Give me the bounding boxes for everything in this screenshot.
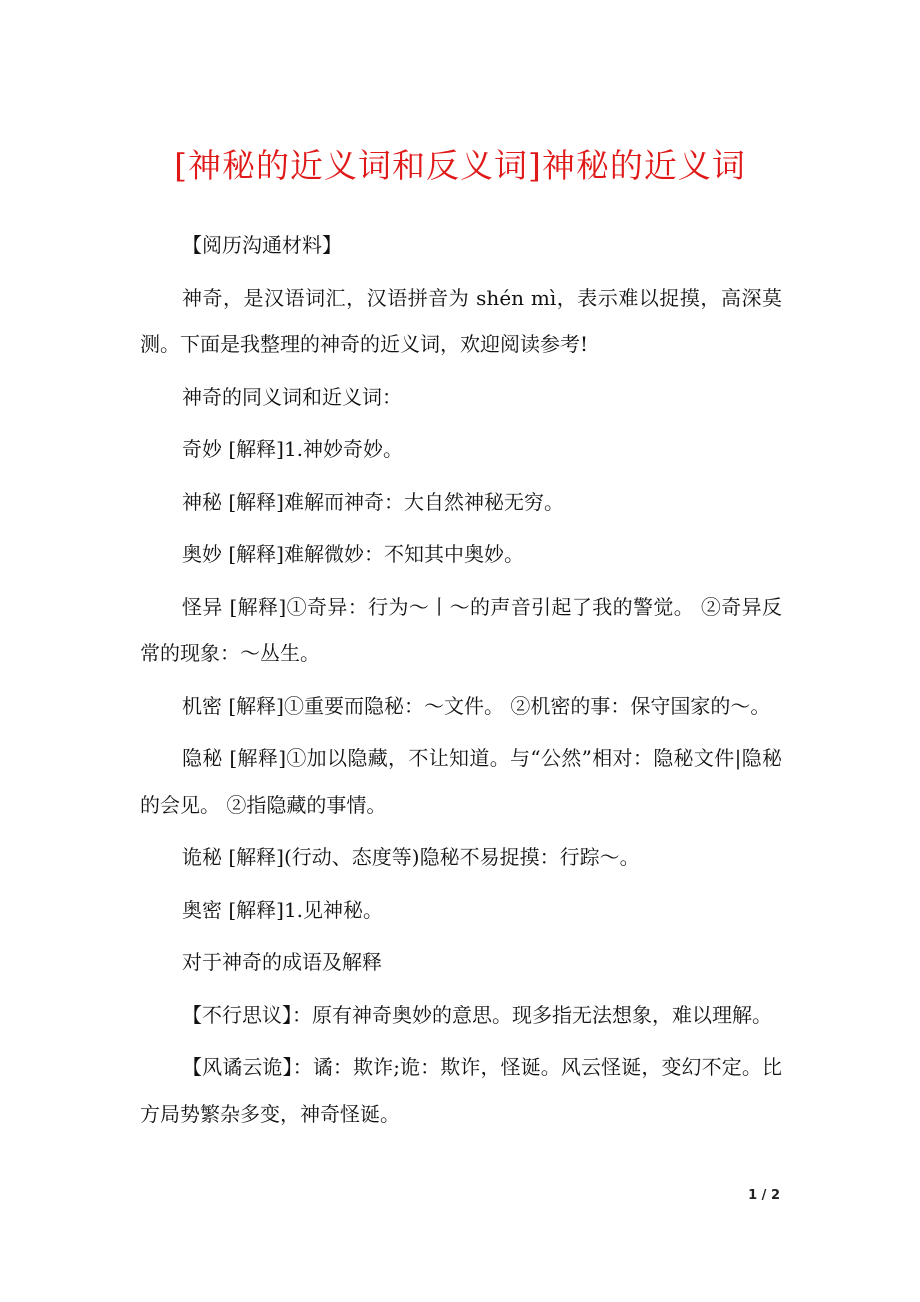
paragraph-idiom-bukesiyi: 【不行思议】：原有神奇奥妙的意思。现多指无法想象，难以理解。 [182,1002,772,1027]
paragraph-idioms-heading: 对于神奇的成语及解释 [182,950,382,974]
document-body [140,222,782,1143]
page-number: 1 / 2 [748,1188,780,1203]
paragraph-entry-guaiyi: 怪异 [解释]①奇异：行为～丨～的声音引起了我的警觉。 ②奇异反常的现象：～丛生。 [140,594,782,665]
paragraph-intro: 神奇，是汉语词汇，汉语拼音为 shén mì，表示难以捉摸，高深莫测。下面是我整理的神奇的近义词，欢迎阅读参考! [140,285,782,356]
paragraph-entry-shenmi: 神秘 [解释]难解而神奇：大自然神秘无穷。 [182,489,564,514]
paragraph-entry-yinmi: 隐秘 [解释]①加以隐藏，不让知道。与“公然”相对：隐秘文件|隐秘的会见。 ②指隐藏的事情。 [140,746,782,817]
paragraph-entry-jimi: 机密 [解释]①重要而隐秘：～文件。 ②机密的事：保守国家的～。 [182,693,771,718]
paragraph-entry-guimi: 诡秘 [解释](行动、态度等)隐秘不易捉摸：行踪～。 [182,845,640,869]
page-title: [神秘的近义词和反义词]神秘的近义词 [174,146,746,185]
paragraph-idiom-fengjueyungui: 【风谲云诡】：谲：欺诈;诡：欺诈，怪诞。风云怪诞，变幻不定。比方局势繁杂多变，神奇怪诞。 [140,1055,782,1126]
paragraph-entry-aomi: 奥密 [解释]1.见神秘。 [182,897,384,922]
paragraph-entry-qimiao: 奇妙 [解释]1.神妙奇妙。 [182,437,404,461]
paragraph-synonyms-heading: 神奇的同义词和近义词： [182,384,402,409]
paragraph-entry-aomiao: 奥妙 [解释]难解微妙：不知其中奥妙。 [182,542,524,566]
paragraph-heading-material: 【阅历沟通材料】 [182,233,342,257]
